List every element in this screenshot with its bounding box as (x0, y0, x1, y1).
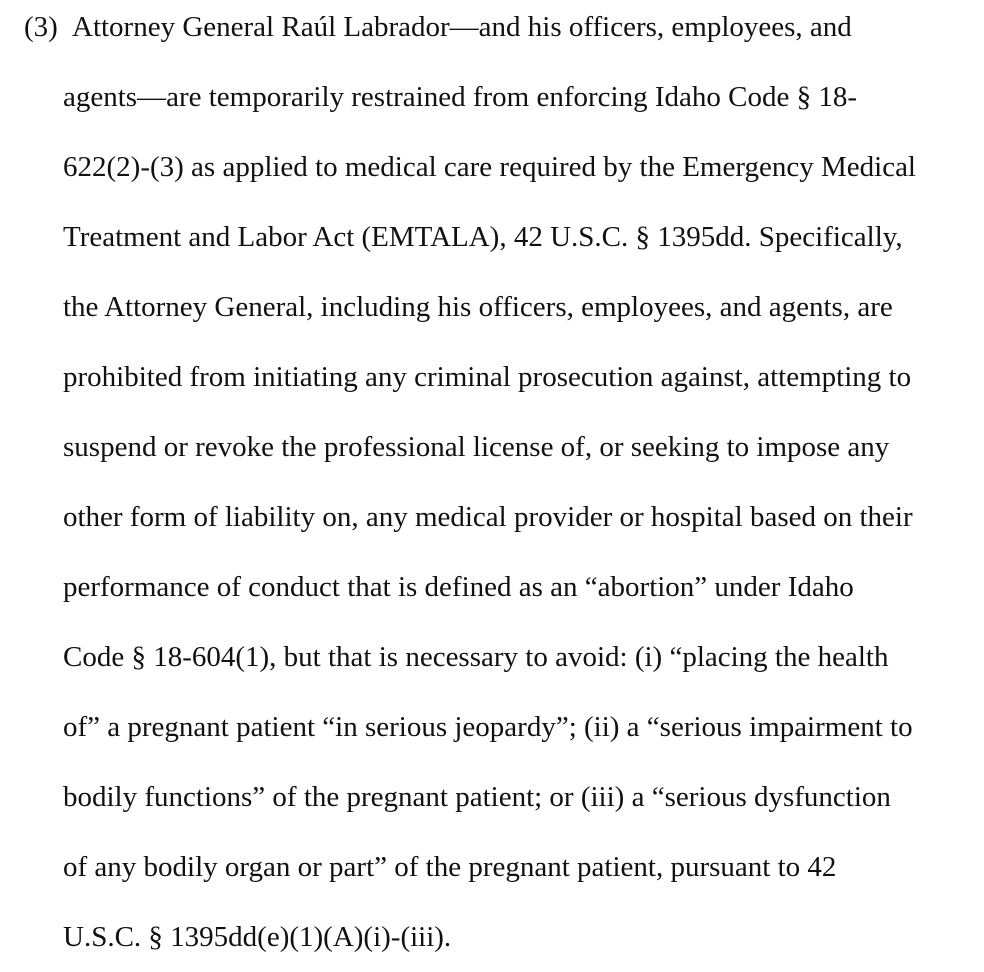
text-line: agents—are temporarily restrained from enforcing Idaho Code § 18- (63, 81, 857, 113)
text-line: other form of liability on, any medical provider or hospital based on their (63, 501, 913, 533)
text-line: prohibited from initiating any criminal prosecution against, attempting to (63, 361, 912, 393)
text-line: Code § 18-604(1), but that is necessary to avoid: (i) “placing the health (63, 641, 889, 673)
text-line: Treatment and Labor Act (EMTALA), 42 U.S.C. § 1395dd. Specifically, (63, 221, 903, 253)
text-line: U.S.C. § 1395dd(e)(1)(A)(i)-(iii). (63, 921, 452, 953)
text-line: bodily functions” of the pregnant patient; or (iii) a “serious dysfunction (63, 781, 891, 813)
text-line: 622(2)-(3) as applied to medical care required by the Emergency Medical (63, 151, 916, 183)
text-line: the Attorney General, including his officers, employees, and agents, are (63, 291, 893, 323)
text-line: of” a pregnant patient “in serious jeopardy”; (ii) a “serious impairment to (63, 711, 913, 743)
text-line: Attorney General Raúl Labrador—and his officers, employees, and (72, 11, 852, 43)
text-line: of any bodily organ or part” of the pregnant patient, pursuant to 42 (63, 851, 837, 883)
text-line: performance of conduct that is defined as an “abortion” under Idaho (63, 571, 854, 603)
text-line: suspend or revoke the professional license of, or seeking to impose any (63, 431, 890, 463)
paragraph-number: (3) (24, 11, 58, 43)
